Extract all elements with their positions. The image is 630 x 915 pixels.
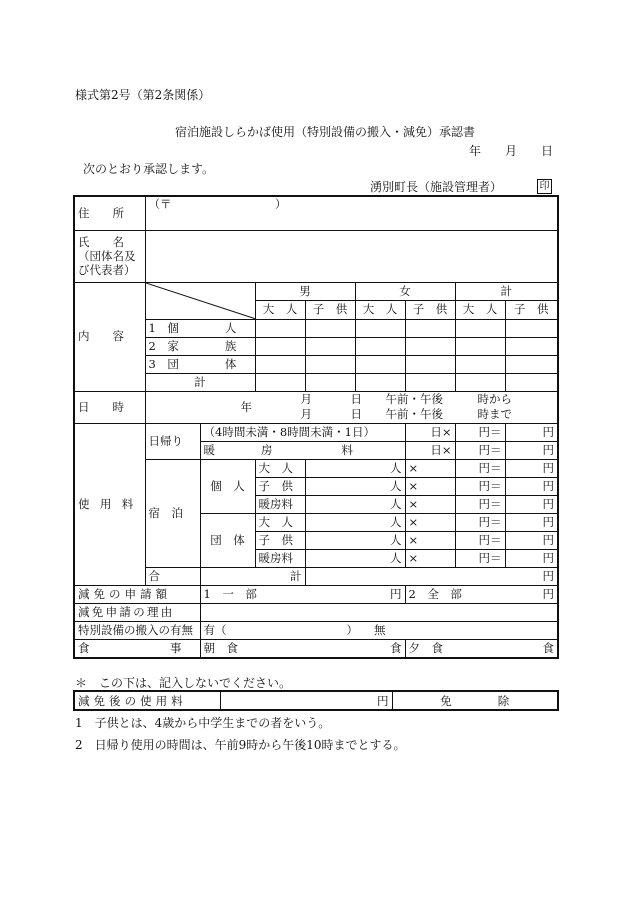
sum-label: 合: [145, 567, 200, 585]
times: ×: [405, 495, 455, 513]
cell[interactable]: [255, 373, 305, 391]
cell[interactable]: [405, 319, 455, 337]
document-title: 宿泊施設しらかば使用（特別設備の搬入・減免）承認書: [175, 125, 476, 139]
item-heating: 暖房料: [255, 549, 305, 567]
sum-label-2: 計: [200, 567, 305, 585]
after-exempt: 免 除: [392, 691, 558, 710]
dinner-field[interactable]: 夕 食 食: [405, 639, 558, 658]
cell[interactable]: [255, 337, 305, 355]
person: 人: [305, 531, 405, 549]
dt-year: 年: [240, 399, 252, 414]
reduction-full[interactable]: 2 全 部 円: [405, 585, 558, 603]
day-calc: 日×: [405, 423, 455, 441]
cell[interactable]: [355, 337, 405, 355]
yen-eq: 円＝: [455, 459, 505, 477]
dt-until: 時まで: [477, 406, 512, 421]
address-field[interactable]: （〒 ）: [145, 196, 558, 230]
after-label: 減免後の使用料: [74, 691, 220, 710]
date-day: 日: [541, 144, 554, 158]
datetime-label: 日 時: [74, 391, 145, 423]
yen-eq: 円＝: [455, 495, 505, 513]
fee-label: 使用料: [74, 423, 145, 585]
dt-ampm-2: 午前・午後: [385, 406, 443, 421]
cell[interactable]: [505, 337, 558, 355]
cell[interactable]: [305, 319, 355, 337]
stay-label: 宿 泊: [145, 459, 200, 567]
address-label: 住 所: [74, 196, 145, 230]
dt-ampm-1: 午前・午後: [385, 391, 443, 406]
total-child: 子 供: [505, 301, 558, 320]
reduction-reason-label: 減免申請の理由: [74, 603, 200, 621]
approval-form-table: [73, 195, 559, 659]
dt-month-2: 月: [300, 406, 312, 421]
cell[interactable]: [505, 319, 558, 337]
person: 人: [305, 495, 405, 513]
yen-eq: 円＝: [455, 513, 505, 531]
yen: 円: [505, 531, 558, 549]
cell[interactable]: [255, 355, 305, 373]
row-group: 3 団 体: [145, 355, 255, 373]
after-reduction-table: [73, 690, 559, 711]
yen: 円: [505, 513, 558, 531]
times: ×: [405, 513, 455, 531]
cell[interactable]: [405, 373, 455, 391]
female-header: 女: [355, 282, 455, 301]
yen: 円: [505, 549, 558, 567]
sum-yen[interactable]: 円: [305, 567, 558, 585]
seal-icon: 印: [537, 178, 552, 194]
item-child: 子 供: [255, 531, 305, 549]
dt-day-1: 日: [350, 391, 362, 406]
footnote-1: 1 子供とは、4歳から中学生までの者をいう。: [75, 716, 331, 730]
diagonal-header: [145, 282, 255, 319]
individual-label: 個 人: [200, 459, 255, 513]
row-total: 計: [145, 373, 255, 391]
group-label: 団 体: [200, 513, 255, 567]
daytrip-desc: （4時間未満・8時間未満・1日）: [200, 423, 405, 441]
equipment-field[interactable]: 有（ ） 無: [200, 621, 558, 639]
yen: 円: [505, 459, 558, 477]
row-individual: 1 個 人: [145, 319, 255, 337]
cell[interactable]: [455, 337, 505, 355]
yen-eq: 円＝: [455, 477, 505, 495]
person: 人: [305, 513, 405, 531]
cell[interactable]: [505, 355, 558, 373]
cell[interactable]: [405, 355, 455, 373]
footnote-2: 2 日帰り使用の時間は、午前9時から午後10時までとする。: [75, 738, 406, 752]
person: 人: [305, 549, 405, 567]
date-month: 月: [505, 144, 518, 158]
female-child: 子 供: [405, 301, 455, 320]
cell[interactable]: [455, 355, 505, 373]
yen-eq: 円＝: [455, 531, 505, 549]
item-adult: 大 人: [255, 513, 305, 531]
reduction-reason-field[interactable]: [200, 603, 558, 621]
form-number: 様式第2号（第2条関係）: [75, 88, 211, 102]
dt-day-2: 日: [350, 406, 362, 421]
total-header: 計: [455, 282, 558, 301]
cell[interactable]: [305, 337, 355, 355]
datetime-field[interactable]: [145, 391, 558, 423]
cell[interactable]: [305, 373, 355, 391]
yen-eq: 円＝: [455, 441, 505, 459]
person: 人: [305, 477, 405, 495]
content-label: 内 容: [74, 282, 145, 391]
cell[interactable]: [355, 373, 405, 391]
row-family: 2 家 族: [145, 337, 255, 355]
yen-eq: 円＝: [455, 549, 505, 567]
times: ×: [405, 531, 455, 549]
breakfast-field[interactable]: 朝 食 食: [200, 639, 405, 658]
cell[interactable]: [405, 337, 455, 355]
equipment-label: 特別設備の搬入の有無: [74, 621, 200, 639]
day-calc: 日×: [405, 441, 455, 459]
person: 人: [305, 459, 405, 477]
male-child: 子 供: [305, 301, 355, 320]
dt-from: 時から: [477, 391, 512, 406]
item-child: 子 供: [255, 477, 305, 495]
reduction-apply-label: 減免の申請額: [74, 585, 200, 603]
cell[interactable]: [505, 373, 558, 391]
yen: 円: [505, 441, 558, 459]
reduction-partial[interactable]: 1 一 部 円: [200, 585, 405, 603]
yen: 円: [505, 495, 558, 513]
cell[interactable]: [355, 319, 405, 337]
cell[interactable]: [255, 319, 305, 337]
female-adult: 大 人: [355, 301, 405, 320]
daytrip-label: 日帰り: [145, 423, 200, 459]
item-adult: 大 人: [255, 459, 305, 477]
times: ×: [405, 477, 455, 495]
yen-eq: 円＝: [455, 423, 505, 441]
times: ×: [405, 459, 455, 477]
name-field[interactable]: [145, 230, 558, 282]
intro-text: 次のとおり承認します。: [83, 162, 215, 176]
meal-label: 食 事: [74, 639, 200, 658]
cell[interactable]: [305, 355, 355, 373]
yen: 円: [505, 423, 558, 441]
date-year: 年: [469, 144, 482, 158]
issuer: 湧別町長（施設管理者）: [370, 180, 503, 194]
male-adult: 大 人: [255, 301, 305, 320]
yen: 円: [505, 477, 558, 495]
cell[interactable]: [355, 355, 405, 373]
times: ×: [405, 549, 455, 567]
heating-label: 暖 房 料: [200, 441, 405, 459]
after-yen[interactable]: 円: [220, 691, 392, 710]
dt-month-1: 月: [300, 391, 312, 406]
total-adult: 大 人: [455, 301, 505, 320]
item-heating: 暖房料: [255, 495, 305, 513]
note-text: ＊ この下は、記入しないでください。: [75, 676, 292, 690]
male-header: 男: [255, 282, 355, 301]
cell[interactable]: [455, 319, 505, 337]
name-label: 氏 名（団体名及び代表者）: [74, 230, 145, 282]
cell[interactable]: [455, 373, 505, 391]
